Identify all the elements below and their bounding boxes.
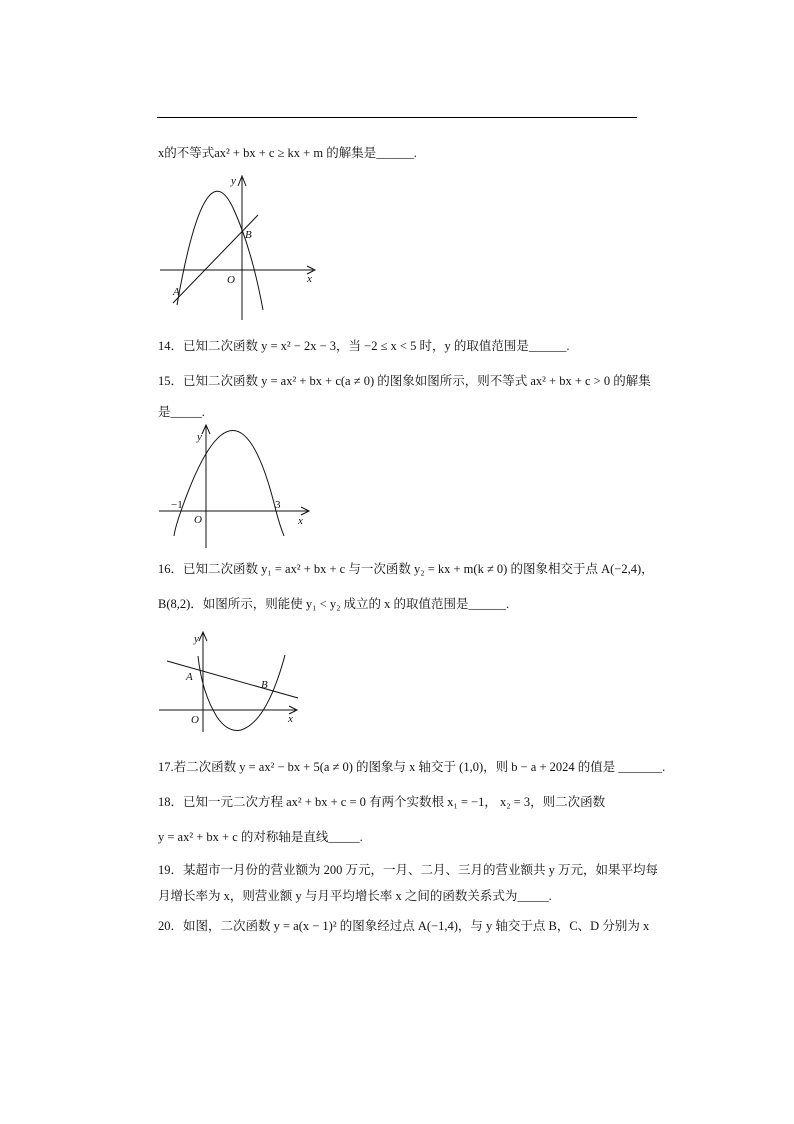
- origin-label: O: [194, 514, 202, 526]
- q16-figure: [157, 627, 302, 737]
- q13-tail: x的不等式ax² + bx + c ≥ kx + m 的解集是______.: [158, 146, 417, 160]
- q16-line2: B(8,2)．如图所示，则能使 y₁ < y₂ 成立的 x 的取值范围是______.: [158, 597, 510, 611]
- parabola: [174, 431, 284, 537]
- x-label: x: [307, 273, 312, 285]
- y-label: y: [197, 431, 202, 443]
- q18-line2: y = ax² + bx + c 的对称轴是直线_____.: [158, 830, 363, 844]
- origin-label: O: [227, 274, 235, 286]
- q13-figure: [155, 170, 320, 325]
- q18-line1: 18．已知一元二次方程 ax² + bx + c = 0 有两个实数根 x₁ = −1， x₂ = 3，则二次函数: [158, 795, 606, 809]
- q19-line1: 19．某超市一月份的营业额为 200 万元，一月、二月、三月的营业额共 y 万元，如果平均每: [158, 863, 659, 877]
- q16-line1: 16．已知二次函数 y₁ = ax² + bx + c 与一次函数 y₂ = kx + m(k ≠ 0) 的图象相交于点 A(−2,4)，: [158, 562, 654, 576]
- point-a-label: A: [186, 671, 193, 683]
- q15-line2: 是_____.: [158, 405, 205, 419]
- q19-line2: 月增长率为 x，则营业额 y 与月平均增长率 x 之间的函数关系式为_____.: [158, 889, 552, 903]
- header-rule: [157, 117, 637, 118]
- q15-line1: 15．已知二次函数 y = ax² + bx + c(a ≠ 0) 的图象如图所示，则不等式 ax² + bx + c > 0 的解集: [158, 374, 651, 388]
- parabola: [198, 655, 285, 730]
- point-b-label: B: [261, 679, 268, 691]
- root-neg1-label: −1: [171, 499, 183, 511]
- q14: 14．已知二次函数 y = x² − 2x − 3，当 −2 ≤ x < 5 时，y 的取值范围是______.: [158, 339, 570, 353]
- root-3-label: 3: [275, 499, 281, 511]
- q20: 20．如图，二次函数 y = a(x − 1)² 的图象经过点 A(−1,4)，与 y 轴交于点 B，C、D 分别为 x: [158, 919, 650, 933]
- origin-label: O: [191, 714, 199, 726]
- parabola: [177, 191, 263, 310]
- q15-figure: [157, 422, 317, 550]
- y-label: y: [194, 633, 199, 645]
- q17: 17.若二次函数 y = ax² − bx + 5(a ≠ 0) 的图象与 x 轴交于 (1,0)，则 b − a + 2024 的值是 _______.: [158, 760, 666, 774]
- y-label: y: [231, 175, 236, 187]
- x-label: x: [288, 713, 293, 725]
- point-a-label: A: [173, 286, 180, 298]
- x-label: x: [298, 515, 303, 527]
- point-b-label: B: [245, 229, 252, 241]
